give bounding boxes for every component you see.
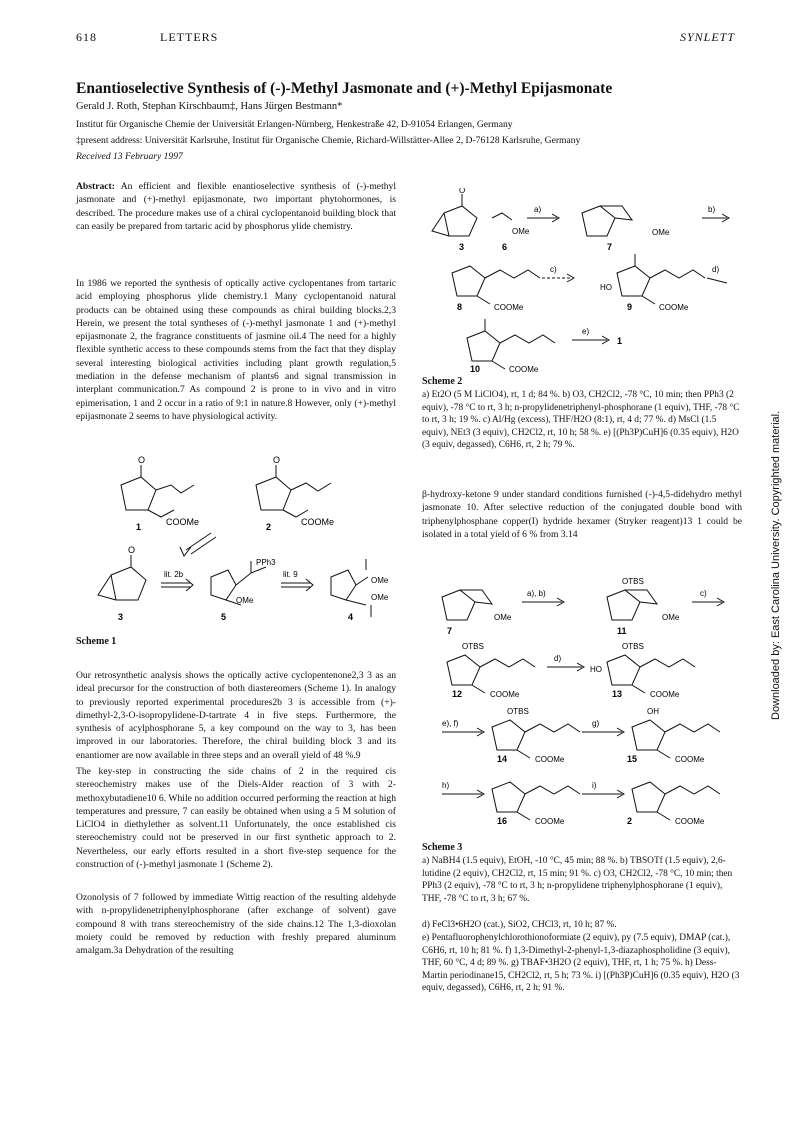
s3-ho-13: HO: [590, 665, 602, 674]
s2-label-9: 9: [627, 302, 633, 312]
s1-label-4: 4: [348, 612, 354, 622]
s3-label-11: 11: [617, 626, 627, 636]
s1-lit2b: lit. 2b: [164, 570, 184, 579]
scheme-2-figure: [422, 188, 742, 373]
s1-label-2: 2: [266, 522, 272, 532]
s3-ester-14: COOMe: [535, 755, 565, 764]
s3-ester-16: COOMe: [535, 817, 565, 826]
s3-step-d: d): [554, 654, 562, 663]
s3-otbs-14: OTBS: [507, 707, 529, 716]
body-paragraph-2: Our retrosynthetic analysis shows the optically active cyclopentenone2,3 3 as an ideal precursor for the construction of both diastereomers (Scheme 1). In analogy to previously reported experimental procedures2b 3 is accessible from (+)-dimethyl-2,3-O-isopropylidene-D-tartrate 4 in five steps. Furthermore, the synthesis of acylphosphorane 5, a key compound on the way to 3, has been improved in our laboratories. Therefore, the chiral building block 3 and its enantiomer are now available in three steps and an overall yield of 48 %.9: [76, 670, 396, 761]
scheme-2-label: Scheme 2: [422, 376, 463, 387]
s1-oxo-1: O: [138, 455, 146, 465]
s3-step-ef: e), f): [442, 719, 459, 728]
s2-label-6: 6: [502, 242, 508, 252]
s3-oh-15: OH: [647, 707, 659, 716]
body-paragraph-1: In 1986 we reported the synthesis of optically active cyclopentanes from tartaric acid employing phosphorus ylide chemistry.1 Many cyclopentanoid natural products can be obtained using these compounds as chiral building blocks.2,3 Herein, we present the total syntheses of (-)-methyl jasmonate 1 and (+)-methyl epijasmonate 2, the fragrance constituents of jasmine oil.4 The need for a highly flexible synthetic access to these compounds stems from the fact that they display several interesting biological activities including plant growth regulation,5 mediation in the defense mechanism of plants6 and signal transmission in interplant communication.7 As compound 2 is prone to in vivo and in vitro epimerisation, 1 and 2 occur in a ratio of 9:1 in nature.8 However, only (+)-methyl epijasmonate 2 seems to have physiological activity.: [76, 278, 396, 422]
s2-label-10: 10: [470, 364, 481, 373]
s2-step-e: e): [582, 327, 590, 336]
s2-label-3: 3: [459, 242, 465, 252]
s2-ome-7: OMe: [652, 228, 670, 237]
s2-label-8: 8: [457, 302, 463, 312]
abstract-label: Abstract:: [76, 181, 115, 192]
s2-step-c: c): [550, 265, 557, 274]
s3-ester-2: COOMe: [675, 817, 705, 826]
s3-label-16: 16: [497, 816, 508, 826]
s3-ome-11: OMe: [662, 613, 680, 622]
abstract: [76, 180, 396, 233]
s2-step-a: a): [534, 205, 542, 214]
s3-label-13: 13: [612, 689, 623, 699]
received-date: Received 13 February 1997: [76, 151, 183, 162]
s1-label-1: 1: [136, 522, 142, 532]
s1-lit9: lit. 9: [283, 570, 298, 579]
page-number: 618: [76, 30, 97, 44]
s2-label-1: 1: [617, 336, 623, 346]
s1-ester-1: COOMe: [166, 517, 200, 527]
scheme-3-caption-1: a) NaBH4 (1.5 equiv), EtOH, -10 °C, 45 min; 88 %. b) TBSOTf (1.5 equiv), 2,6-lutidine (2 equiv), CH2Cl2, rt, 15 min; 91 %. c) O3, CH2Cl2, -78 °C, 10 min; then PPh3 (2 equiv), -78 °C to rt, 3 h; n-propylidene triphenylphosphorane (1 equiv), THF, -78 °C to rt, 3 h; 67 %.: [422, 856, 733, 904]
scheme-1-figure: [76, 455, 396, 640]
download-watermark: Downloaded by: East Carolina University. Copyrighted material.: [770, 410, 782, 720]
scheme-1-label: Scheme 1: [76, 636, 117, 647]
s3-label-2: 2: [627, 816, 633, 826]
right-paragraph-1: β-hydroxy-ketone 9 under standard conditions furnished (-)-4,5-didehydro methyl jasmonate 10. After selective reduction of the conjugated double bond with triphenylphosphane copper(I) hydride hexamer (Stryker reagent)13 1 could be isolated in a total yield of 6 % from 3.14: [422, 489, 742, 540]
s3-step-ab: a), b): [527, 589, 546, 598]
s3-label-15: 15: [627, 754, 638, 764]
scheme-3-figure: [422, 572, 742, 837]
scheme-2-caption: a) Et2O (5 M LiClO4), rt, 1 d; 84 %. b) O3, CH2Cl2, -78 °C, 10 min; then PPh3 (2 equiv), -78 °C to rt, 3 h; n-propylidenetriphenyl-phosphorane (1 equiv), THF, -78 °C to rt, 3 h; 19 %. c) Al/Hg (excess), THF/H2O (8:1), rt, 4 d; 77 %. d) MsCl (1.5 equiv), NEt3 (3 equiv), CH2Cl2, rt, 10 h; 58 %. e) [(Ph3P)CuH]6 (0.35 equiv), H2O (3 equiv, degassed), C6H6, rt, 2 h; 79 %.: [422, 390, 740, 451]
s1-ome-4a: OMe: [371, 576, 389, 585]
s1-oxo-3: O: [128, 545, 136, 555]
article-title: Enantioselective Synthesis of (-)-Methyl Jasmonate and (+)-Methyl Epijasmonate: [76, 80, 613, 97]
s2-oxo-3: O: [459, 188, 466, 195]
s3-step-g: g): [592, 719, 600, 728]
journal-name: SYNLETT: [679, 30, 735, 44]
s3-step-h: h): [442, 781, 450, 790]
s3-ester-15: COOMe: [675, 755, 705, 764]
scheme-3-caption-2: d) FeCl3•6H2O (cat.), SiO2, CHCl3, rt, 10 h; 87 %.: [422, 920, 617, 930]
s2-ome-6: OMe: [512, 227, 530, 236]
section-header: LETTERS: [160, 30, 219, 44]
s3-otbs-12: OTBS: [462, 642, 484, 651]
s2-ester-10: COOMe: [509, 365, 539, 373]
body-paragraph-4: Ozonolysis of 7 followed by immediate Wittig reaction of the resulting aldehyde with n-propylidenetriphenylphosphorane (after exchange of solvent) gave compound 8 with trans stereochemistry of the side chains.12 The 1,3-dioxolan moiety could be removed by reduction with freshly prepared aluminum amalgam.3a Dehydration of the resulting: [76, 892, 396, 957]
s3-otbs-11: OTBS: [622, 577, 644, 586]
s3-ome-7: OMe: [494, 613, 512, 622]
s1-ome-4b: OMe: [371, 593, 389, 602]
s3-step-c: c): [700, 589, 707, 598]
author-list: Gerald J. Roth, Stephan Kirschbaum‡, Hans Jürgen Bestmann*: [76, 101, 343, 112]
s2-ester-9: COOMe: [659, 303, 689, 312]
s3-step-i: i): [592, 781, 597, 790]
scheme-3-caption-3: e) Pentafluorophenylchlorothionoformiate (2 equiv), py (7.5 equiv), DMAP (cat.), C6H6, rt, 10 h; 81 %. f) 1,3-Dimethyl-2-phenyl-1,3-diazaphospholidine (3 equiv), THF, 60 °C, 4 d; 89 %. g) TBAF•3H2O (2 equiv), THF, rt, 1 h; 75 %. h) Dess-Martin periodinane15, CH2Cl2, rt, 5 h; 73 %. i) [(Ph3P)CuH]6 (0.35 equiv), H2O (3 equiv, degassed), C6H6, rt, 2 h; 91 %.: [422, 933, 740, 994]
s1-ome-5: OMe: [236, 596, 254, 605]
s1-oxo-2: O: [273, 455, 281, 465]
s2-step-b: b): [708, 205, 716, 214]
s2-step-d: d): [712, 265, 720, 274]
s1-pph3: PPh3: [256, 558, 276, 567]
s3-ester-12: COOMe: [490, 690, 520, 699]
abstract-text: An efficient and flexible enantioselective synthesis of (-)-methyl jasmonate and (+)-methyl epijasmonate, two important phytohormones, is described. The procedure makes use of a chiral cyclopentanoid building block that can easily be prepared from tartaric acid by phosphorus ylide chemistry.: [76, 181, 396, 232]
s2-ho-9: HO: [600, 283, 612, 292]
s1-ester-2: COOMe: [301, 517, 335, 527]
affiliation-primary: Institut für Organische Chemie der Universität Erlangen-Nürnberg, Henkestraße 42, D-91054 Erlangen, Germany: [76, 119, 513, 130]
s2-label-7: 7: [607, 242, 613, 252]
s1-label-3: 3: [118, 612, 124, 622]
s1-label-5: 5: [221, 612, 227, 622]
s2-ester-8: COOMe: [494, 303, 524, 312]
s3-label-7: 7: [447, 626, 453, 636]
s3-otbs-13: OTBS: [622, 642, 644, 651]
s3-label-14: 14: [497, 754, 508, 764]
s3-ester-13: COOMe: [650, 690, 680, 699]
body-paragraph-3: The key-step in constructing the side chains of 2 in the required cis stereochemistry makes use of the Diels-Alder reaction of 3 with 2-methoxybutadiene10 6. While no addition occurred performing the reaction at high temperatures and pressure, 7 can easily be obtained when using a 5 M solution of LiClO4 in diethylether as solvent.11 Unfortunately, the once established cis stereochemistry could not be preserved in our first synthetic approach to 2. Nevertheless, our early efforts resulted in a short five-step sequence for the construction of (-)-methyl jasmonate 1 (Scheme 2).: [76, 766, 396, 871]
scheme-3-label: Scheme 3: [422, 842, 463, 853]
s3-label-12: 12: [452, 689, 463, 699]
affiliation-present: ‡present address: Universität Karlsruhe, Institut für Organische Chemie, Richard-Willstätter-Allee 2, D-76128 Karlsruhe, Germany: [76, 135, 581, 146]
